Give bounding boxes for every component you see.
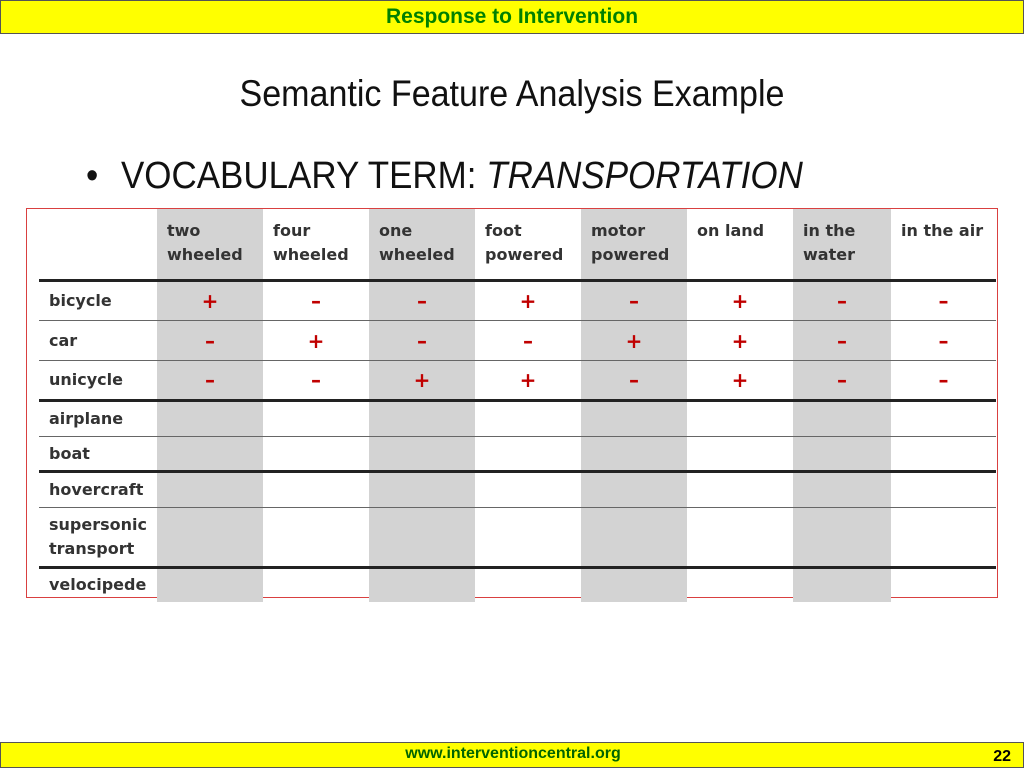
feature-mark: + (307, 328, 325, 353)
feature-mark (475, 401, 581, 437)
feature-mark (475, 568, 581, 602)
feature-mark (369, 472, 475, 508)
feature-mark (891, 437, 996, 472)
feature-mark: + (519, 289, 537, 313)
feature-mark (793, 401, 891, 437)
feature-mark: + (731, 328, 749, 353)
banner-title: Response to Intervention (385, 5, 639, 28)
feature-mark (369, 437, 475, 472)
feature-mark (157, 472, 263, 508)
feature-mark: + (731, 289, 749, 313)
row-label: unicycle (49, 370, 123, 389)
feature-mark (793, 508, 891, 568)
feature-mark (581, 568, 687, 602)
table-header-row (39, 209, 996, 281)
table-row (39, 281, 996, 321)
feature-mark (475, 472, 581, 508)
table-row (39, 437, 996, 472)
column-header: motor powered (581, 209, 687, 281)
feature-mark (369, 508, 475, 568)
semantic-feature-table (39, 209, 996, 602)
table-row (39, 401, 996, 437)
feature-mark: – (938, 368, 949, 392)
table-row (39, 472, 996, 508)
feature-mark (891, 568, 996, 602)
feature-mark (263, 401, 369, 437)
feature-mark: + (731, 368, 749, 392)
feature-mark (475, 508, 581, 568)
feature-mark (793, 437, 891, 472)
row-label: boat (49, 443, 90, 463)
feature-mark: – (581, 281, 687, 321)
column-header: foot powered (485, 221, 564, 264)
row-label: velocipede (49, 575, 147, 595)
slide-title: Semantic Feature Analysis Example (239, 73, 785, 114)
feature-mark (687, 508, 793, 568)
column-header: in the air (901, 221, 984, 240)
feature-mark: + (157, 281, 263, 321)
page-number: 22 (993, 748, 1011, 765)
feature-mark: + (519, 368, 537, 392)
row-label: supersonic transport (49, 515, 147, 558)
feature-mark (369, 568, 475, 602)
feature-mark: + (581, 321, 687, 361)
row-label: hovercraft (49, 480, 144, 499)
feature-mark: – (938, 289, 949, 313)
column-header: four wheeled (273, 221, 349, 264)
feature-mark (581, 401, 687, 437)
table-row (39, 508, 996, 568)
feature-mark (687, 401, 793, 437)
feature-mark (793, 568, 891, 602)
feature-mark: – (311, 368, 321, 392)
feature-mark: – (581, 361, 687, 401)
feature-mark (891, 472, 996, 508)
bullet-dot: • (86, 155, 99, 197)
feature-mark (263, 508, 369, 568)
feature-mark: – (793, 281, 891, 321)
bottom-banner (0, 742, 1024, 768)
feature-mark: – (938, 328, 949, 353)
feature-mark (581, 472, 687, 508)
feature-mark (687, 472, 793, 508)
feature-mark (687, 568, 793, 602)
feature-mark (157, 508, 263, 568)
feature-mark: – (311, 289, 321, 313)
feature-mark (891, 401, 996, 437)
column-header: on land (697, 221, 765, 240)
feature-mark (793, 472, 891, 508)
feature-mark (891, 508, 996, 568)
feature-mark (263, 472, 369, 508)
feature-mark (157, 437, 263, 472)
feature-mark (687, 437, 793, 472)
feature-mark (157, 568, 263, 602)
row-label: car (49, 330, 78, 350)
bullet-label: VOCABULARY TERM: (120, 155, 487, 197)
feature-mark (475, 437, 581, 472)
feature-mark: – (157, 321, 263, 361)
corner-cell (39, 209, 157, 281)
table-frame (26, 208, 998, 598)
column-header: one wheeled (369, 209, 475, 281)
table-row (39, 321, 996, 361)
feature-mark: – (793, 321, 891, 361)
table-row (39, 361, 996, 401)
feature-mark: – (369, 281, 475, 321)
feature-mark (581, 437, 687, 472)
feature-mark: – (369, 321, 475, 361)
table-row (39, 568, 996, 602)
feature-mark (263, 568, 369, 602)
row-label: airplane (49, 409, 124, 428)
feature-mark (263, 437, 369, 472)
feature-mark (157, 401, 263, 437)
column-header: in the water (793, 209, 891, 281)
feature-mark: – (523, 328, 533, 353)
footer-url[interactable]: www.interventioncentral.org (405, 745, 621, 762)
top-banner (0, 0, 1024, 34)
feature-mark: + (369, 361, 475, 401)
feature-mark: – (793, 361, 891, 401)
row-label: bicycle (49, 291, 112, 310)
feature-mark: – (157, 361, 263, 401)
column-header: two wheeled (157, 209, 263, 281)
feature-mark (369, 401, 475, 437)
bullet-term: TRANSPORTATION (486, 155, 803, 197)
feature-mark (581, 508, 687, 568)
bullet-item (86, 155, 803, 198)
